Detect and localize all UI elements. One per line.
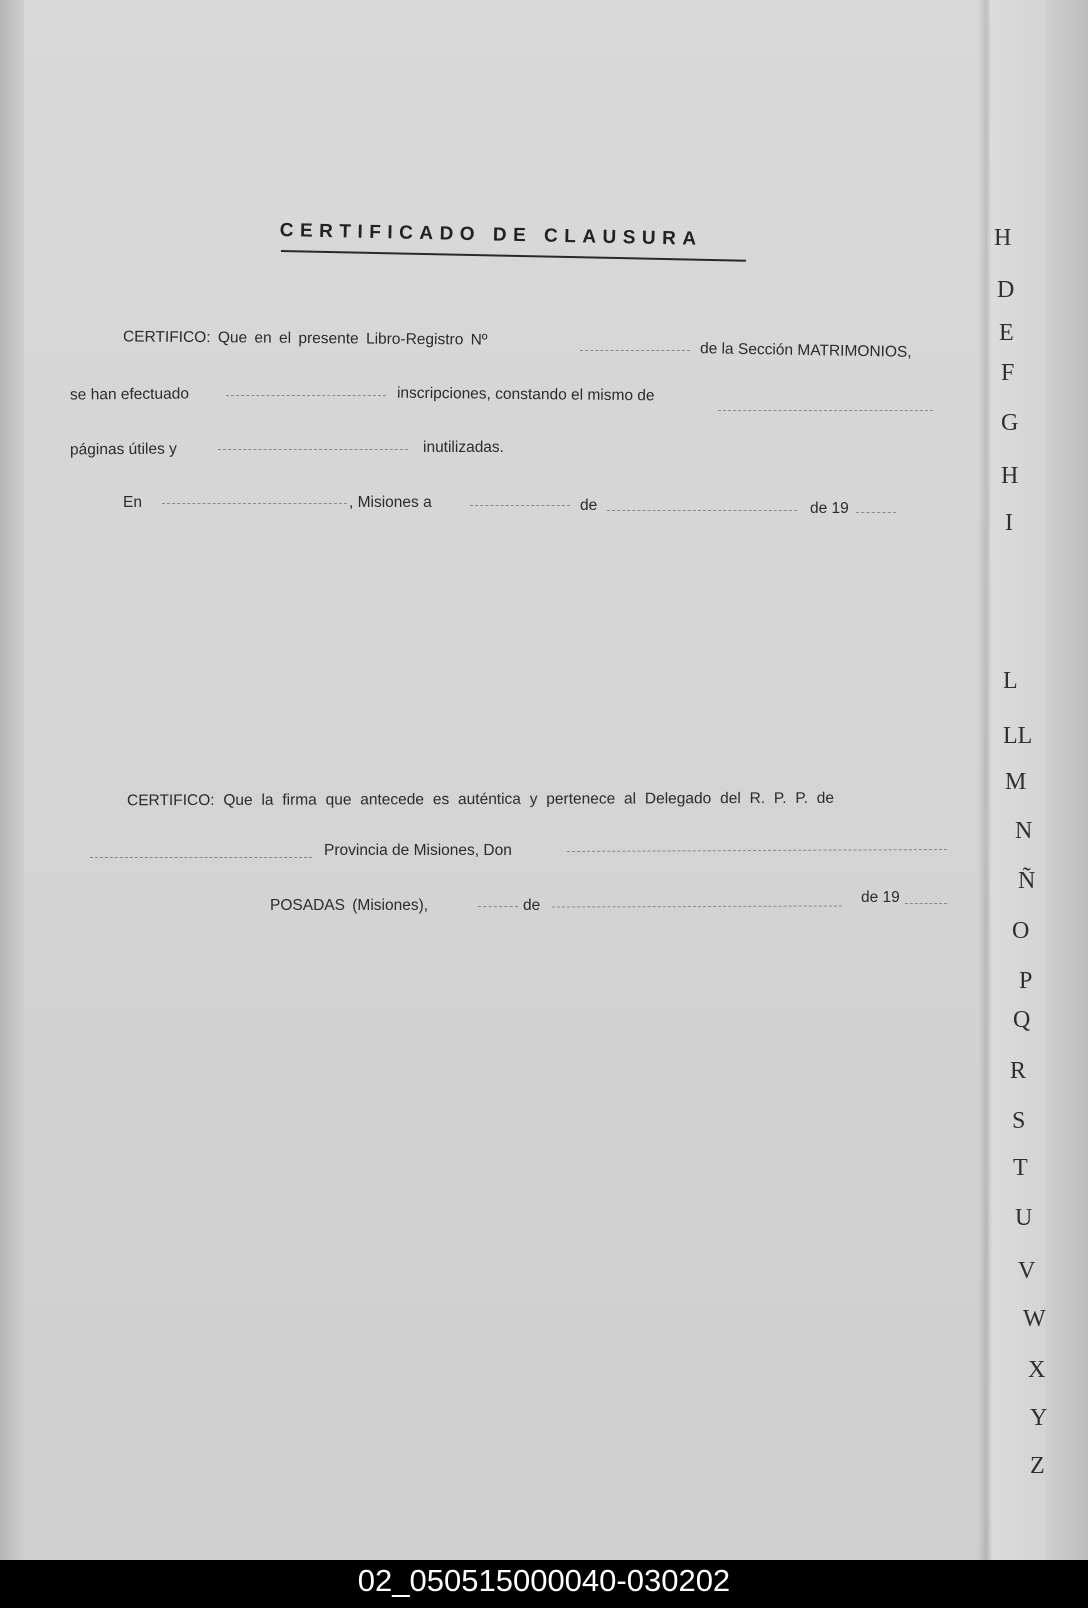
s1-line2-text: se han efectuado <box>69 385 190 404</box>
s1-line3-text: páginas útiles y <box>69 440 177 459</box>
s1-line4-en: En <box>123 494 142 511</box>
mes-field[interactable] <box>607 510 797 511</box>
index-tab-f[interactable]: F <box>1001 360 1015 386</box>
index-tab-ll[interactable]: LL <box>1003 723 1033 749</box>
alphabet-index-edge <box>1046 0 1088 1560</box>
index-tab-e[interactable]: E <box>999 320 1014 346</box>
index-tab-z[interactable]: Z <box>1030 1453 1045 1479</box>
index-tab-i[interactable]: I <box>1005 510 1013 536</box>
index-tab-y[interactable]: Y <box>1030 1405 1048 1431</box>
index-tab-u[interactable]: U <box>1015 1205 1033 1231</box>
delegado-field[interactable] <box>90 857 312 858</box>
index-tab-h-top[interactable]: H <box>994 225 1012 251</box>
paginas-count-field[interactable] <box>718 410 933 411</box>
index-tab-n[interactable]: N <box>1015 818 1033 844</box>
dia-field[interactable] <box>470 505 570 506</box>
anio-field[interactable] <box>856 512 896 513</box>
index-tab-s[interactable]: S <box>1012 1108 1026 1134</box>
index-tab-p[interactable]: P <box>1019 968 1033 994</box>
s1-line4-de19: de 19 <box>810 500 849 517</box>
page-left-edge <box>0 0 24 1560</box>
paginas-utiles-field[interactable] <box>218 449 408 450</box>
index-tab-g[interactable]: G <box>1001 410 1019 436</box>
s1-line2-inscripciones: inscripciones, constando el mismo de <box>396 384 655 405</box>
index-tab-t[interactable]: T <box>1013 1155 1028 1181</box>
libro-number-field[interactable] <box>580 350 690 351</box>
s2-line2-text: Provincia de Misiones, Don <box>324 842 512 859</box>
s2-anio-field[interactable] <box>905 903 947 904</box>
inscripciones-count-field[interactable] <box>226 395 386 396</box>
s2-line1-text: CERTIFICO: Que la firma que antecede es auténtica y pertenece al Delegado del R. P. P. de <box>126 789 835 810</box>
don-field[interactable] <box>567 849 947 852</box>
index-tab-o[interactable]: O <box>1012 918 1030 944</box>
scan-id-label: 02_050515000040-030202 <box>357 1563 731 1598</box>
title-underline <box>281 250 746 262</box>
s2-line3-posadas: POSADAS (Misiones), <box>270 897 429 914</box>
s1-line4-misiones: , Misiones a <box>349 494 432 511</box>
index-tab-r[interactable]: R <box>1010 1058 1027 1084</box>
ciudad-field[interactable] <box>162 503 347 504</box>
s2-line3-de: de <box>523 897 541 914</box>
s2-dia-field[interactable] <box>478 906 518 907</box>
index-tab-w[interactable]: W <box>1023 1306 1046 1332</box>
s1-line1-section: de la Sección MATRIMONIOS, <box>699 340 912 361</box>
index-tab-h[interactable]: H <box>1001 463 1019 489</box>
s1-line4-de: de <box>580 497 598 514</box>
index-tab-x[interactable]: X <box>1028 1357 1046 1383</box>
index-tab-l[interactable]: L <box>1003 668 1018 694</box>
s2-line3-de19: de 19 <box>861 889 900 906</box>
index-tab-enye[interactable]: Ñ <box>1018 868 1036 894</box>
document-title: CERTIFICADO DE CLAUSURA <box>279 220 703 250</box>
index-tab-q[interactable]: Q <box>1013 1007 1031 1033</box>
s2-mes-field[interactable] <box>552 905 842 907</box>
index-tab-v[interactable]: V <box>1018 1258 1036 1284</box>
s1-line3-inutilizadas: inutilizadas. <box>423 439 504 456</box>
index-tab-d[interactable]: D <box>997 277 1015 303</box>
s1-line1-text: CERTIFICO: Que en el presente Libro-Registro Nº <box>122 328 488 349</box>
index-tab-m[interactable]: M <box>1005 769 1027 795</box>
page-fold-shadow <box>978 0 992 1560</box>
